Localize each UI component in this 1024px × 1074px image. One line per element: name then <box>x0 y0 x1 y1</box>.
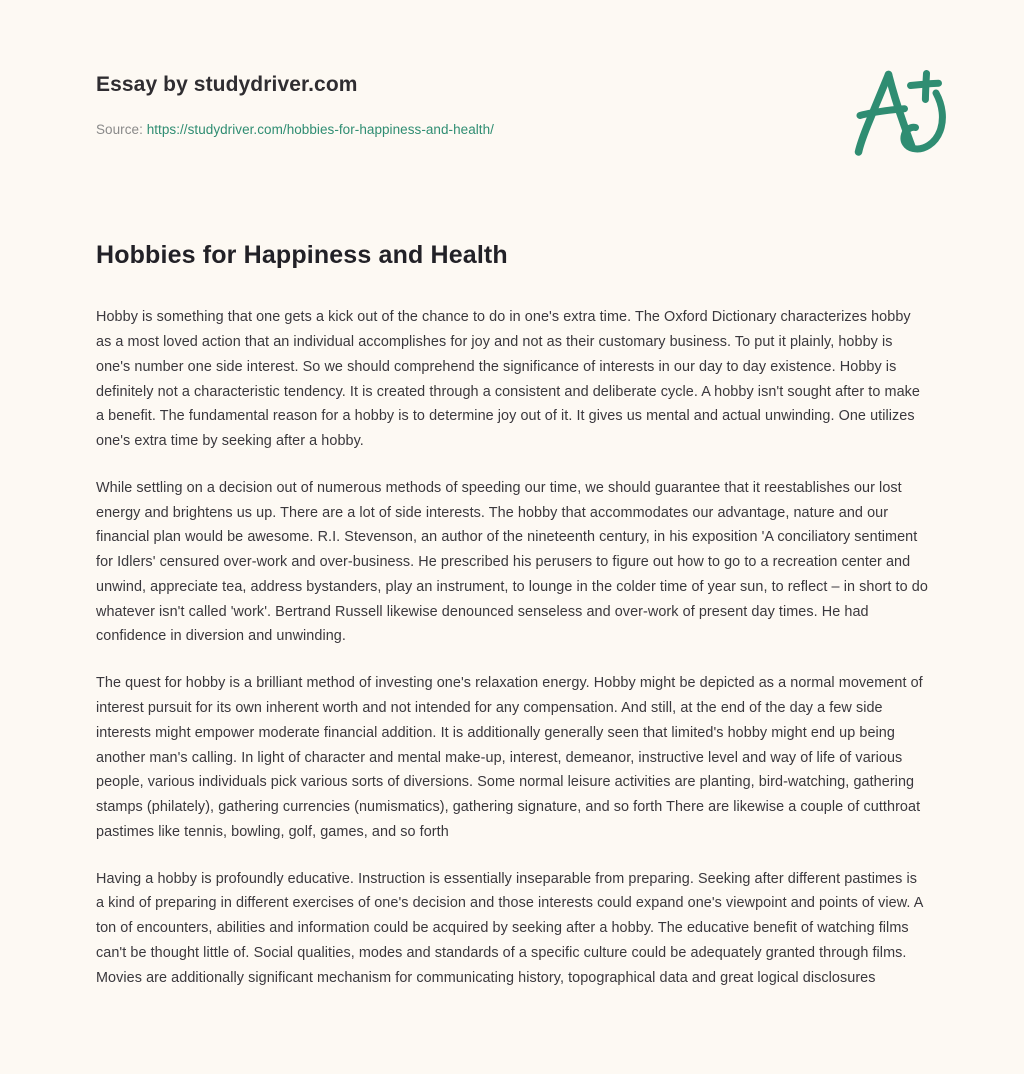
source-line <box>96 121 928 139</box>
article-paragraph: Hobby is something that one gets a kick out of the chance to do in one's extra time. The Oxford Dictionary characterizes hobby as a most loved action that an individual accomplishes for joy and not as their customary business. To put it plainly, hobby is one's number one side interest. So we should comprehend the significance of interests in our day to day existence. Hobby is definitely not a characteristic tendency. It is created through a consistent and deliberate cycle. A hobby isn't sought after to make a benefit. The fundamental reason for a hobby is to determine joy out of it. It gives us mental and actual unwinding. One utilizes one's extra time by seeking after a hobby. <box>96 309 920 450</box>
article-body <box>96 305 928 990</box>
article-paragraph: While settling on a decision out of numerous methods of speeding our time, we should guarantee that it reestablishes our lost energy and brightens us up. There are a lot of side interests. The hobby that accommodates our advantage, nature and our financial plan would be awesome. R.I. Stevenson, an author of the nineteenth century, in his exposition 'A conciliatory sentiment for Idlers' censured over-work and over-business. He prescribed his perusers to figure out how to go to a recreation center and unwind, appreciate tea, address bystanders, play an instrument, to lounge in the colder time of year sun, to reflect – in short to do whatever isn't called 'work'. Bertrand Russell likewise denounced senseless and over-work of present day times. He had confidence in diversion and unwinding. <box>96 479 928 645</box>
document-header <box>0 0 1024 180</box>
essay-byline: Essay by studydriver.com <box>96 73 358 96</box>
page-title: Hobbies for Happiness and Health <box>96 241 508 269</box>
source-label: Source: <box>96 122 143 138</box>
article-container <box>0 180 1024 1030</box>
article-paragraph: The quest for hobby is a brilliant method of investing one's relaxation energy. Hobby might be depicted as a normal movement of interest pursuit for its own inherent worth and not intended for any compensation. And still, at the end of the day a few side interests might empower moderate financial addition. It is additionally generally seen that limited's hobby might end up being another man's calling. In light of character and mental make-up, interest, demeanor, instructive level and way of life of various people, various individuals pick various sorts of diversions. Some normal leisure activities are planting, bird-watching, gathering stamps (philately), gathering currencies (numismatics), gathering signature, and so forth There are likewise a couple of cutthroat pastimes like tennis, bowling, golf, games, and so forth <box>96 675 923 840</box>
article-paragraph: Having a hobby is profoundly educative. Instruction is essentially inseparable from preparing. Seeking after different pastimes is a kind of preparing in different exercises of one's decision and those interests could expand one's viewpoint and points of view. A ton of encounters, abilities and information could be acquired by seeking after a hobby. The educative benefit of watching films can't be thought little of. Social qualities, modes and standards of a specific culture could be adequately granted through films. Movies are additionally significant mechanism for communicating history, topographical data and great logical disclosures <box>96 870 923 986</box>
source-url-link[interactable]: https://studydriver.com/hobbies-for-happiness-and-health/ <box>146 122 494 138</box>
